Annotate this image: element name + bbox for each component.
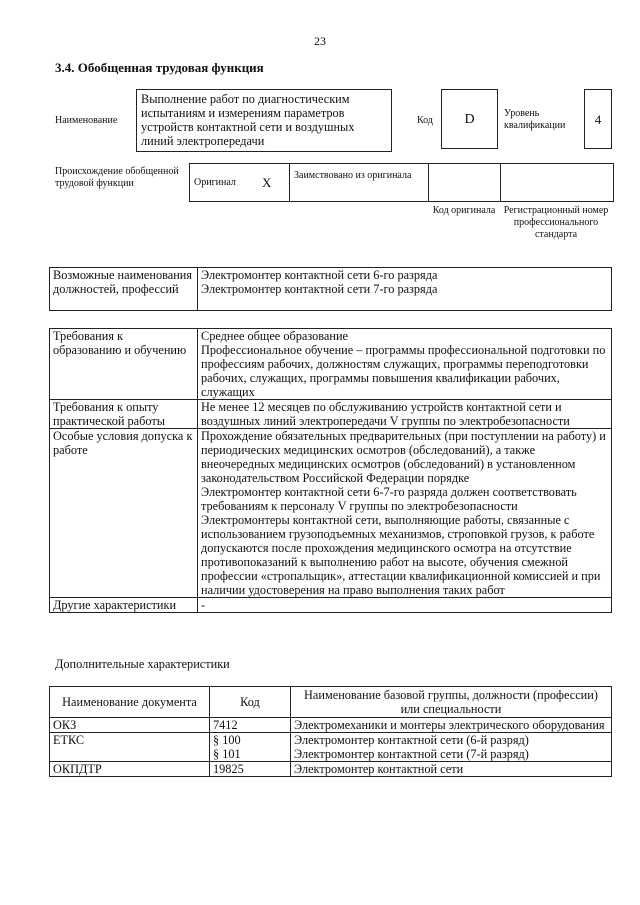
code-label: Код [417,115,433,126]
requirement-label: Требования к образованию и обучению [50,329,198,400]
name-label: Наименование [55,115,118,126]
requirement-line: Среднее общее образование [201,329,349,343]
header-name: Наименование базовой группы, должности (профессии) или специальности [291,687,612,718]
requirement-line: Профессиональное обучение – программы профессиональной подготовки по профессиям рабочих, должностям служащих, программы переподготовки рабочих, служащих, программы повышения квалификации рабочих, служащих [201,343,606,399]
requirement-line: Электромонтер контактной сети 6-7-го разряда должен соответствовать требованиям к персоналу V группы по электробезопасности [201,485,577,513]
positions-table [49,267,612,311]
page-number: 23 [314,34,326,48]
row-name: Электромонтер контактной сети [291,762,612,777]
row-doc: ЕТКС [50,733,210,762]
level-label: Уровень квалификации [504,108,566,131]
header-doc: Наименование документа [50,687,210,718]
row-doc: ОКЗ [50,718,210,733]
additional-table [49,686,612,777]
row-code: 7412 [210,718,291,733]
row-code: § 100 [210,733,291,748]
origin-label: Происхождение обобщенной трудовой функции [55,166,179,189]
borrowed-label: Заимствовано из оригинала [294,170,412,181]
requirement-value [198,598,612,613]
requirement-line: Прохождение обязательных предварительных (при поступлении на работу) и периодических медицинских осмотров (обследований), а также внеочередных медицинских осмотров (обследований) в установленном законодательством Российской Федерации порядке [201,429,606,485]
divider [289,164,290,201]
requirement-value [198,429,612,598]
row-name: Электромонтер контактной сети (6-й разряд) [291,733,612,748]
requirement-line: Не менее 12 месяцев по обслуживанию устройств контактной сети и воздушных линий электропередачи V группы по электробезопасности [201,400,570,428]
row-code: 19825 [210,762,291,777]
requirement-value [198,400,612,429]
qualification-level: 4 [584,89,612,149]
requirements-table [49,328,612,613]
requirement-line: - [201,598,206,612]
position-item: Электромонтер контактной сети 6-го разряда [201,268,438,282]
positions-values [198,268,612,311]
requirement-label: Требования к опыту практической работы [50,400,198,429]
function-name: Выполнение работ по диагностическим испытаниям и измерениям параметров устройств контактной сети и воздушных линий электропередачи [136,89,392,152]
position-item: Электромонтер контактной сети 7-го разряда [201,282,438,296]
original-mark: X [262,175,272,190]
row-name: Электромонтер контактной сети (7-й разряд) [291,747,612,762]
reg-caption: Регистрационный номер профессионального стандарта [503,205,609,240]
divider [428,164,429,201]
function-code: D [441,89,498,149]
row-code: § 101 [210,747,291,762]
divider [500,164,501,201]
positions-label: Возможные наименования должностей, профессий [50,268,198,311]
additional-title: Дополнительные характеристики [55,657,230,671]
requirement-label: Другие характеристики [50,598,198,613]
origin-row [189,163,614,202]
row-name: Электромеханики и монтеры электрического оборудования [291,718,612,733]
row-doc: ОКПДТР [50,762,210,777]
requirement-line: Электромонтеры контактной сети, выполняющие работы, связанные с использованием грузоподъемных механизмов, строповкой грузов, к работе допускаются после прохождения медицинского осмотра на отсутствие противопоказаний к выполнению работ на высоте, обучения смежной профессии «стропальщик», аттестации квалификационной комиссией и при наличии удостоверения на право выполнения таких работ [201,513,601,597]
requirement-value [198,329,612,400]
header-code: Код [210,687,291,718]
section-heading: 3.4. Обобщенная трудовая функция [55,60,264,75]
original-label: Оригинал [194,177,236,188]
requirement-label: Особые условия допуска к работе [50,429,198,598]
code-caption: Код оригинала [432,205,496,216]
